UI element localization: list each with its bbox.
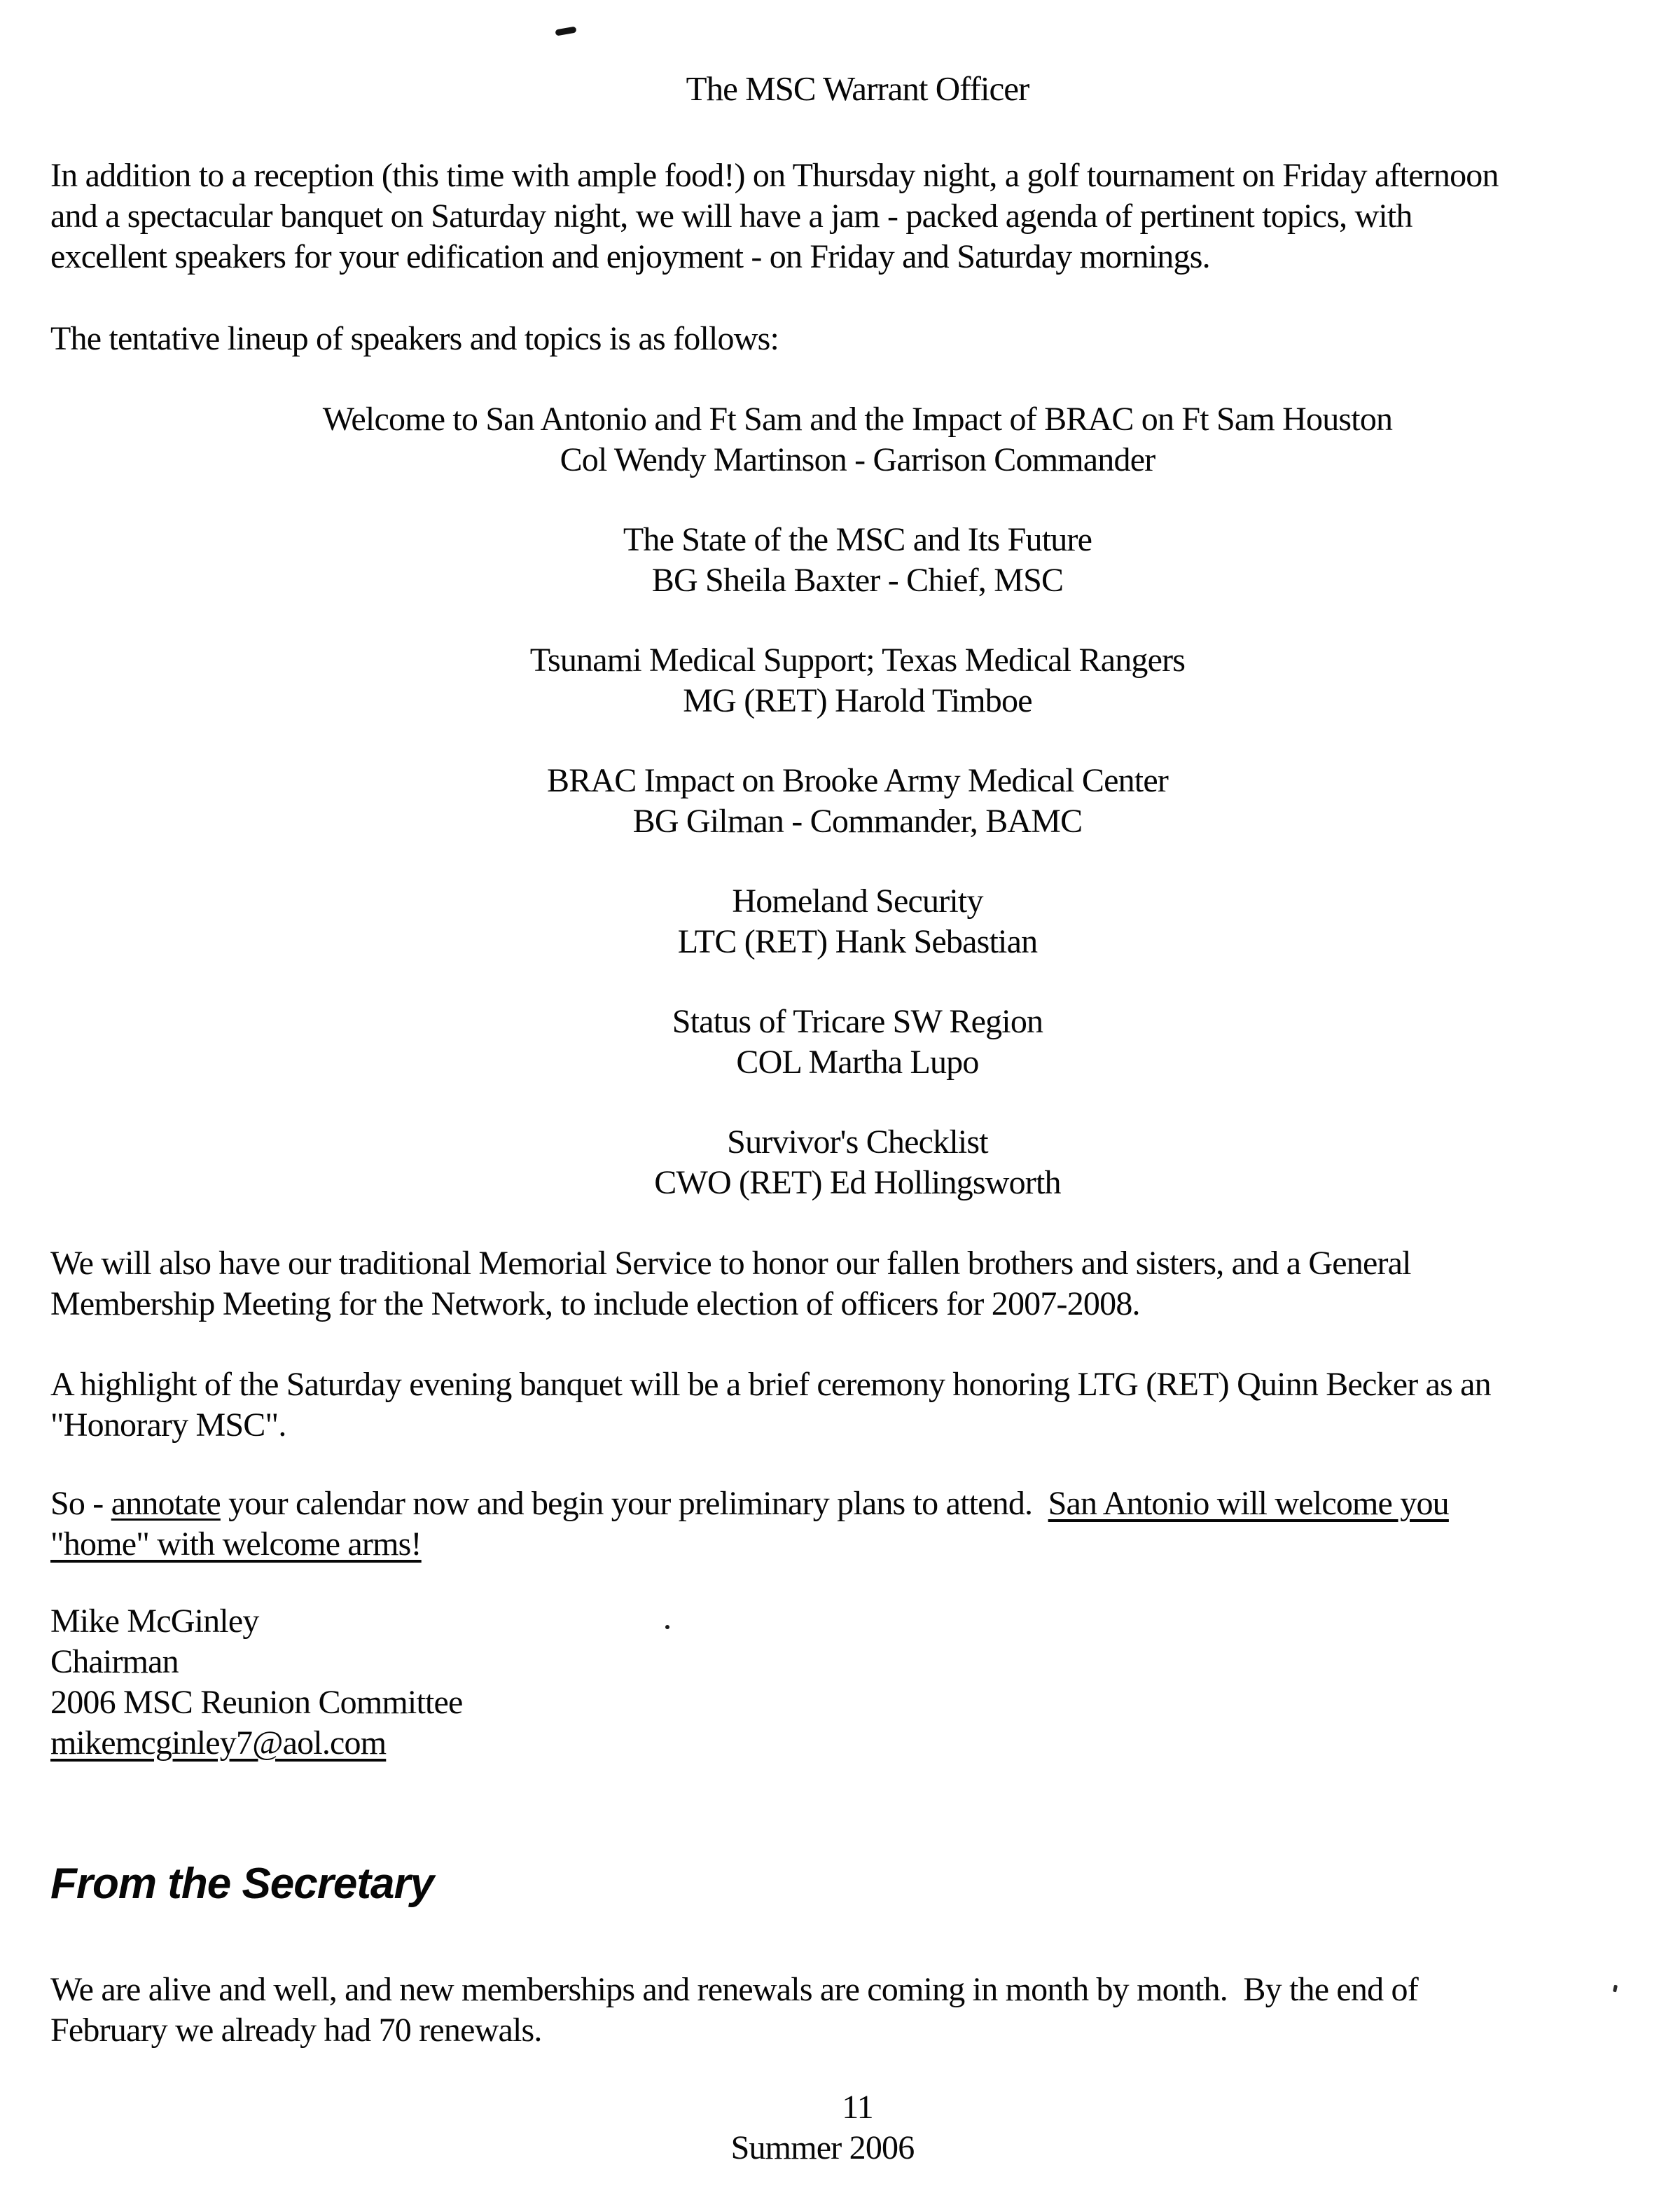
closing-paragraph — [50, 1483, 1449, 1565]
lineup-intro — [50, 319, 779, 359]
speakers-list — [35, 399, 1680, 1243]
section-heading-from-the-secretary: From the Secretary — [50, 1860, 434, 1908]
text-line — [50, 1483, 1449, 1524]
closing-middle: your calendar now and begin your preliminary plans to attend. — [220, 1485, 1048, 1522]
speaker-entry — [35, 1002, 1680, 1083]
page-number-text: 11 — [842, 2089, 873, 2126]
speaker-name: Col Wendy Martinson - Garrison Commander — [560, 441, 1155, 478]
speaker-name: MG (RET) Harold Timboe — [683, 682, 1032, 719]
speaker-entry — [35, 761, 1680, 842]
underlined-annotate: annotate — [111, 1485, 221, 1522]
signature-committee: 2006 MSC Reunion Committee — [50, 1684, 463, 1721]
speaker-entry — [35, 640, 1680, 721]
text-line: The tentative lineup of speakers and topics is as follows: — [50, 320, 779, 357]
scan-artifact-dot — [1613, 1985, 1618, 1993]
speaker-name: LTC (RET) Hank Sebastian — [677, 923, 1038, 960]
signature-email — [50, 1723, 463, 1764]
memorial-paragraph — [50, 1243, 1411, 1324]
speaker-name: BG Sheila Baxter - Chief, MSC — [651, 562, 1064, 599]
scan-artifact-dash — [555, 26, 576, 36]
speaker-name: CWO (RET) Ed Hollingsworth — [654, 1164, 1061, 1201]
text-line: We will also have our traditional Memorial Service to honor our fallen brothers and sisters, and a General — [50, 1245, 1411, 1282]
signature-block — [50, 1601, 463, 1764]
text-line — [50, 1524, 1449, 1565]
speaker-topic: Status of Tricare SW Region — [672, 1003, 1043, 1040]
speaker-topic: Survivor's Checklist — [727, 1123, 988, 1161]
highlight-paragraph — [50, 1364, 1491, 1446]
text-line: A highlight of the Saturday evening banquet will be a brief ceremony honoring LTG (RET) Quinn Becker as an — [50, 1366, 1491, 1403]
text-line: February we already had 70 renewals. — [50, 2012, 542, 2049]
page-number — [35, 2087, 1680, 2128]
speaker-entry — [35, 1122, 1680, 1203]
signature-role: Chairman — [50, 1643, 179, 1680]
text-line: "Honorary MSC". — [50, 1406, 286, 1444]
speaker-entry — [35, 881, 1680, 962]
intro-paragraph — [50, 155, 1499, 277]
speaker-entry — [35, 520, 1680, 601]
signature-name: Mike McGinley — [50, 1603, 259, 1640]
speaker-topic: BRAC Impact on Brooke Army Medical Center — [546, 762, 1169, 799]
underlined-welcome-2: "home" with welcome arms! — [50, 1526, 422, 1563]
text-line: and a spectacular banquet on Saturday night, we will have a jam - packed agenda of pertinent topics, with — [50, 198, 1412, 235]
speaker-topic: Welcome to San Antonio and Ft Sam and the Impact of BRAC on Ft Sam Houston — [322, 401, 1393, 438]
email-text: mikemcginley7@aol.com — [50, 1724, 387, 1762]
text-line: excellent speakers for your edification and enjoyment - on Friday and Saturday mornings. — [50, 238, 1210, 275]
speaker-name: COL Martha Lupo — [736, 1044, 979, 1081]
speaker-entry — [35, 399, 1680, 480]
speaker-name: BG Gilman - Commander, BAMC — [632, 803, 1083, 840]
speaker-topic: Tsunami Medical Support; Texas Medical Rangers — [529, 642, 1186, 679]
speaker-topic: Homeland Security — [732, 883, 983, 920]
issue-label — [21, 2128, 1624, 2168]
text-line: Membership Meeting for the Network, to include election of officers for 2007-2008. — [50, 1285, 1140, 1322]
speaker-topic: The State of the MSC and Its Future — [623, 521, 1092, 558]
text-line: In addition to a reception (this time with ample food!) on Thursday night, a golf tournament on Friday afternoon — [50, 157, 1499, 194]
scan-artifact-dot — [665, 1625, 669, 1629]
page-title: The MSC Warrant Officer — [686, 69, 1029, 108]
closing-prefix: So - — [50, 1485, 111, 1522]
secretary-paragraph — [50, 1970, 1418, 2051]
issue-text: Summer 2006 — [730, 2129, 915, 2166]
text-line: We are alive and well, and new memberships and renewals are coming in month by month. By the end of — [50, 1971, 1418, 2008]
underlined-welcome-1: San Antonio will welcome you — [1048, 1485, 1449, 1522]
